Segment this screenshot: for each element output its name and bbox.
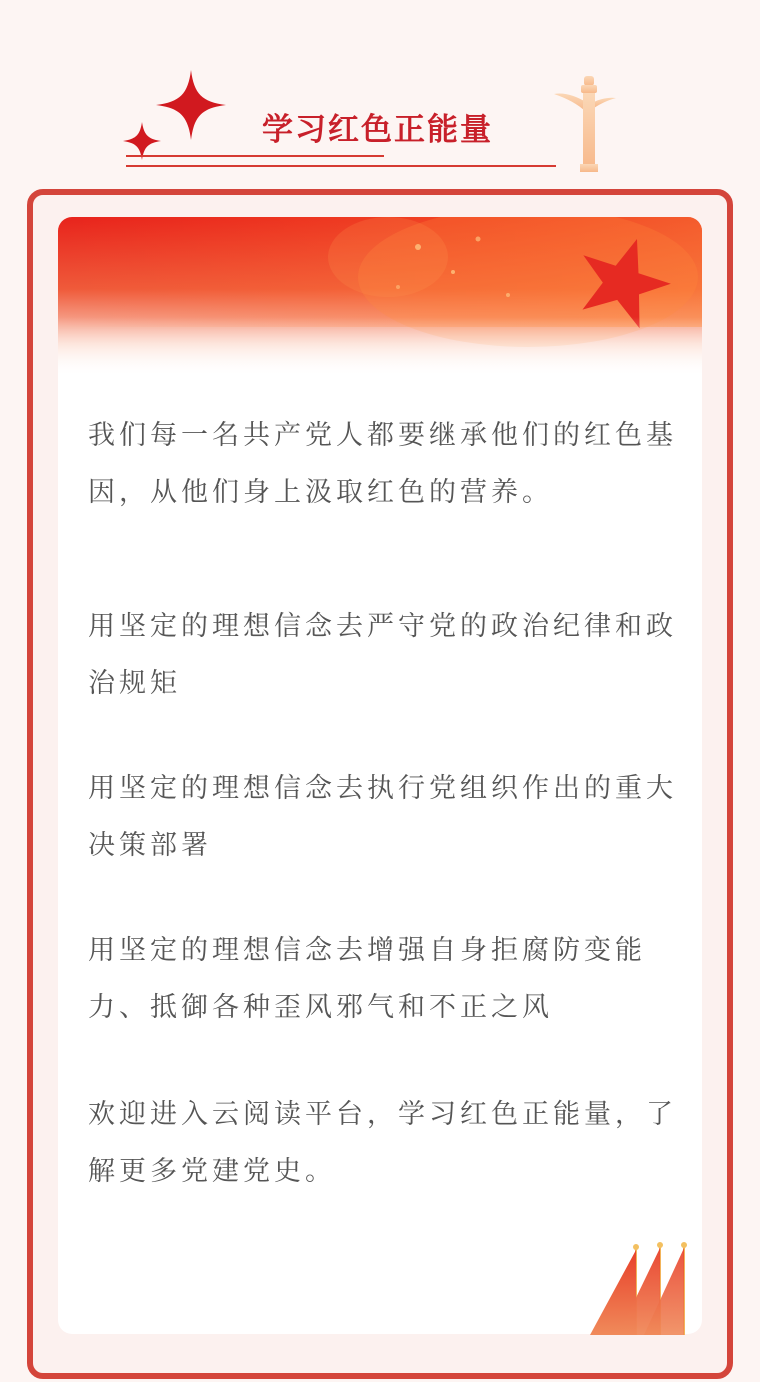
paragraph-4: 用坚定的理想信念去增强自身拒腐防变能力、抵御各种歪风邪气和不正之风 [88, 935, 646, 1023]
paragraph-5: 欢迎进入云阅读平台，学习红色正能量，了解更多党建党史。 [88, 1099, 677, 1187]
page-title: 学习红色正能量 [262, 112, 493, 148]
content-card [58, 217, 702, 1334]
monument-icon [552, 72, 618, 172]
sparkle-large-icon [156, 70, 226, 140]
flags-icon [588, 1240, 688, 1335]
banner-decoration [58, 217, 702, 377]
article-body [88, 407, 678, 1200]
paragraph-3: 用坚定的理想信念去执行党组织作出的重大决策部署 [88, 773, 677, 861]
paragraph-2: 用坚定的理想信念去严守党的政治纪律和政治规矩 [88, 611, 677, 699]
paragraph-1: 我们每一名共产党人都要继承他们的红色基因，从他们身上汲取红色的营养。 [88, 420, 677, 508]
page-header [0, 0, 760, 190]
title-underline-long [126, 165, 556, 167]
title-underline-short [126, 155, 384, 157]
